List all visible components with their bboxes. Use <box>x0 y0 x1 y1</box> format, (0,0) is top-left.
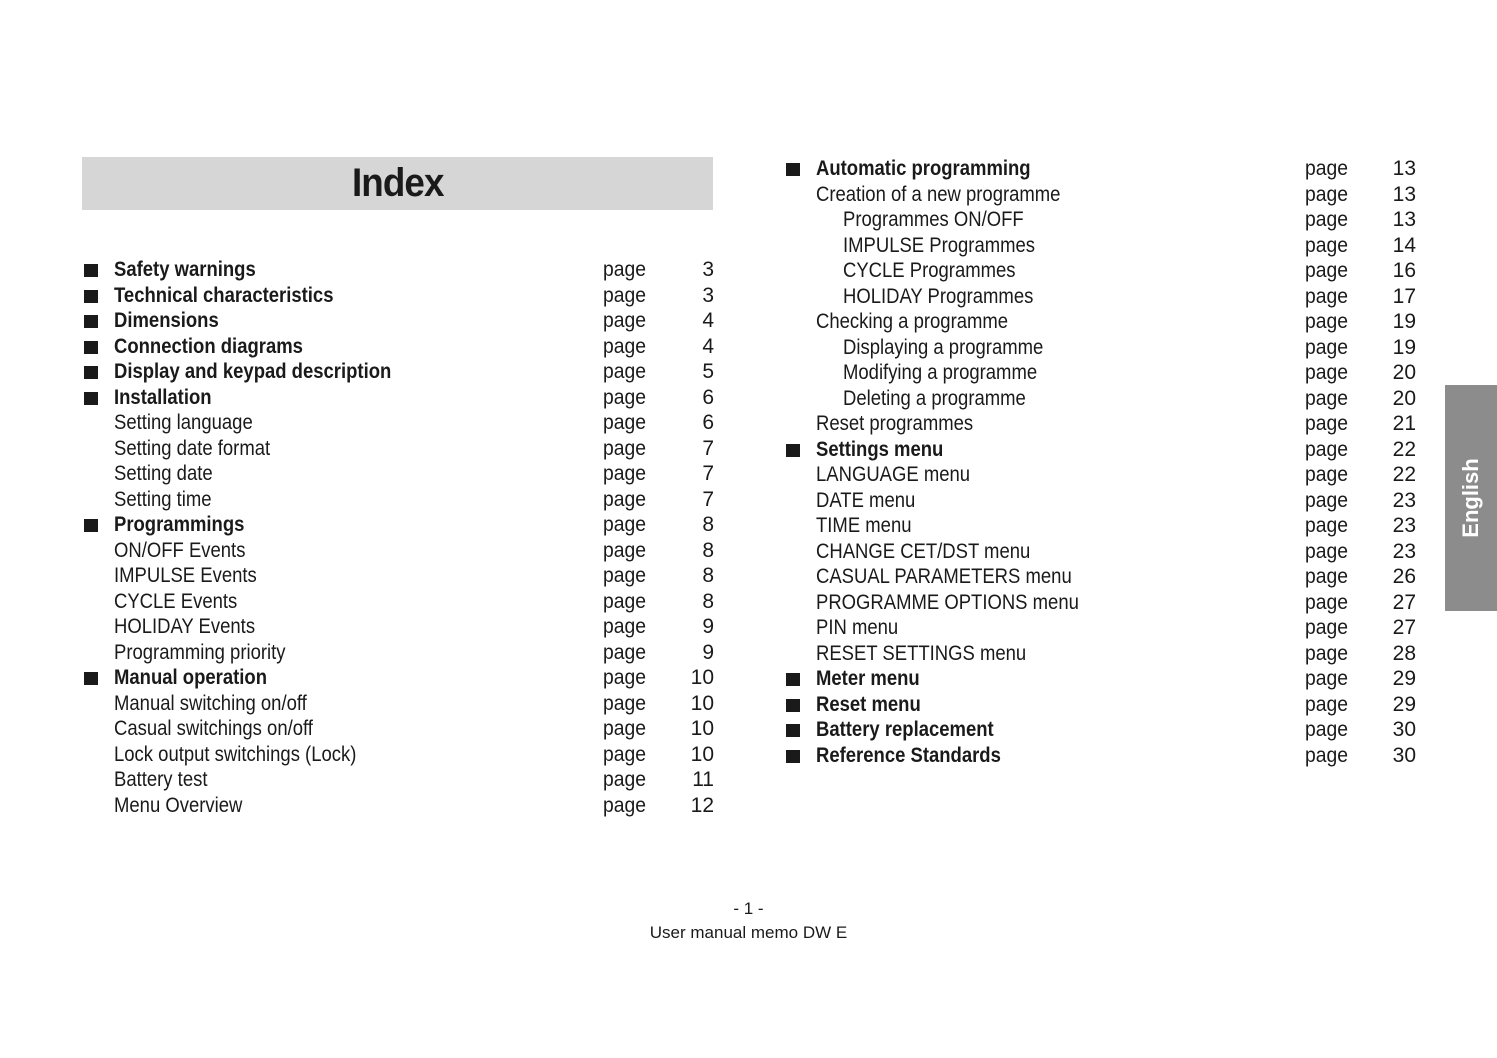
toc-entry[interactable] <box>784 539 1416 565</box>
toc-entry-page-word: page <box>603 666 646 689</box>
toc-entry-page-word: page <box>1305 616 1348 639</box>
toc-entry[interactable] <box>784 666 1416 692</box>
toc-entry-page-number: 27 <box>1392 590 1416 614</box>
toc-entry-label: Installation <box>114 385 212 409</box>
square-bullet-icon <box>84 366 98 379</box>
toc-entry-page-word: page <box>603 258 646 281</box>
toc-entry[interactable] <box>784 615 1416 641</box>
toc-entry-label: Technical characteristics <box>114 283 334 307</box>
toc-entry[interactable] <box>784 386 1416 412</box>
toc-entry-page-word: page <box>1305 692 1348 716</box>
toc-entry-page-number: 16 <box>1392 259 1416 282</box>
toc-entry-page-number: 19 <box>1392 335 1416 359</box>
square-bullet-icon <box>786 444 800 457</box>
toc-entry-page-number: 29 <box>1392 692 1416 716</box>
toc-entry-label: Setting date <box>114 462 213 485</box>
toc-entry-label: Connection diagrams <box>114 334 303 358</box>
toc-entry-label: RESET SETTINGS menu <box>816 641 1027 665</box>
toc-entry[interactable] <box>784 692 1416 718</box>
toc-entry-page-number: 14 <box>1392 233 1416 257</box>
toc-entry-label: PIN menu <box>816 616 899 639</box>
toc-entry-page-word: page <box>603 691 646 715</box>
toc-entry[interactable] <box>82 257 714 283</box>
toc-entry-label: Casual switchings on/off <box>114 717 313 740</box>
toc-entry-page-number: 30 <box>1392 743 1416 767</box>
toc-entry-page-word: page <box>603 436 646 460</box>
toc-entry-page-number: 13 <box>1392 182 1416 206</box>
toc-entry-label: Display and keypad description <box>114 360 392 383</box>
toc-entry-page-word: page <box>1305 208 1348 231</box>
toc-entry-label: Safety warnings <box>114 258 256 281</box>
square-bullet-icon <box>84 672 98 685</box>
toc-entry-label: Reset programmes <box>816 412 974 435</box>
toc-entry-page-number: 5 <box>702 360 714 383</box>
toc-entry-page-number: 13 <box>1392 208 1416 231</box>
toc-entry[interactable] <box>784 462 1416 488</box>
toc-entry-page-number: 4 <box>702 334 714 358</box>
square-bullet-icon <box>84 341 98 354</box>
toc-entry-label: Setting date format <box>114 436 271 460</box>
toc-entry-page-word: page <box>1305 488 1348 512</box>
toc-entry-label: Menu Overview <box>114 793 243 817</box>
toc-entry[interactable] <box>784 309 1416 335</box>
toc-entry-page-word: page <box>603 283 646 307</box>
toc-entry-page-word: page <box>1305 182 1348 206</box>
toc-entry-label: DATE menu <box>816 488 916 512</box>
toc-entry-page-number: 3 <box>702 283 714 307</box>
toc-entry-page-word: page <box>603 360 646 383</box>
toc-left-column <box>82 257 714 818</box>
language-tab-label: English <box>1458 458 1483 538</box>
toc-entry-page-number: 6 <box>702 385 714 409</box>
toc-entry-page-word: page <box>1305 667 1348 690</box>
toc-entry[interactable] <box>82 691 714 717</box>
toc-entry[interactable] <box>82 767 714 793</box>
toc-entry-page-word: page <box>603 513 646 536</box>
toc-entry-page-number: 10 <box>690 691 714 715</box>
square-bullet-icon <box>786 724 800 737</box>
toc-entry[interactable] <box>82 461 714 487</box>
toc-entry[interactable] <box>82 538 714 564</box>
toc-entry-page-word: page <box>1305 157 1348 180</box>
toc-entry-page-word: page <box>1305 259 1348 282</box>
toc-entry[interactable] <box>82 665 714 691</box>
toc-entry-page-word: page <box>1305 641 1348 665</box>
toc-entry-label: Settings menu <box>816 437 944 461</box>
toc-right-column <box>784 156 1416 768</box>
toc-entry-page-number: 23 <box>1392 488 1416 512</box>
toc-entry-label: IMPULSE Events <box>114 564 257 587</box>
toc-entry-page-word: page <box>603 742 646 766</box>
toc-entry-label: Meter menu <box>816 667 920 690</box>
footer-page-number: - 1 - <box>733 899 764 918</box>
square-bullet-icon <box>84 392 98 405</box>
toc-entry[interactable] <box>784 513 1416 539</box>
square-bullet-icon <box>84 519 98 532</box>
toc-entry-label: Reset menu <box>816 692 921 716</box>
toc-entry-page-number: 8 <box>702 589 714 613</box>
toc-entry-page-word: page <box>1305 361 1348 384</box>
toc-entry[interactable] <box>82 487 714 513</box>
square-bullet-icon <box>786 750 800 763</box>
square-bullet-icon <box>786 673 800 686</box>
toc-entry-page-number: 7 <box>702 436 714 460</box>
toc-entry-page-word: page <box>603 768 646 791</box>
footer-document-name: User manual memo DW E <box>649 923 848 942</box>
toc-entry-label: CYCLE Programmes <box>843 259 1016 282</box>
toc-entry-page-word: page <box>1305 463 1348 486</box>
page-title: Index <box>351 161 444 205</box>
toc-entry[interactable] <box>82 436 714 462</box>
toc-entry-page-number: 13 <box>1392 157 1416 180</box>
toc-entry[interactable] <box>784 233 1416 259</box>
toc-entry[interactable] <box>82 334 714 360</box>
toc-entry[interactable] <box>784 411 1416 437</box>
toc-entry-label: LANGUAGE menu <box>816 463 971 486</box>
toc-entry-page-word: page <box>1305 335 1348 359</box>
toc-entry-page-word: page <box>603 487 646 511</box>
toc-entry-page-number: 8 <box>702 538 714 562</box>
toc-entry-page-number: 6 <box>702 411 714 434</box>
toc-entry-label: HOLIDAY Events <box>114 615 256 638</box>
toc-entry[interactable] <box>784 156 1416 182</box>
toc-entry-label: Programming priority <box>114 640 286 664</box>
toc-entry[interactable] <box>784 717 1416 743</box>
toc-entry-page-word: page <box>1305 437 1348 461</box>
toc-entry-label: Deleting a programme <box>843 386 1026 410</box>
toc-entry-label: Battery test <box>114 768 208 791</box>
toc-entry-label: HOLIDAY Programmes <box>843 284 1034 308</box>
toc-entry-page-number: 27 <box>1392 616 1416 639</box>
toc-entry-label: Setting language <box>114 411 253 434</box>
toc-entry-label: ON/OFF Events <box>114 538 246 562</box>
toc-entry-page-word: page <box>1305 233 1348 257</box>
toc-entry[interactable] <box>784 641 1416 667</box>
toc-entry-page-number: 10 <box>690 666 714 689</box>
toc-entry[interactable] <box>784 564 1416 590</box>
toc-entry-page-number: 9 <box>702 615 714 638</box>
toc-entry-page-word: page <box>1305 718 1348 741</box>
toc-entry[interactable] <box>82 359 714 385</box>
toc-entry-page-number: 22 <box>1392 437 1416 461</box>
toc-entry-page-word: page <box>1305 590 1348 614</box>
toc-entry[interactable] <box>82 283 714 309</box>
toc-entry-label: IMPULSE Programmes <box>843 233 1036 257</box>
toc-entry-page-word: page <box>603 411 646 434</box>
toc-entry-label: Creation of a new programme <box>816 182 1061 206</box>
toc-entry-page-word: page <box>603 309 646 332</box>
toc-entry-page-word: page <box>603 334 646 358</box>
toc-entry-page-number: 26 <box>1392 565 1416 588</box>
toc-entry[interactable] <box>82 410 714 436</box>
toc-entry-label: Manual operation <box>114 666 267 689</box>
toc-entry-label: Manual switching on/off <box>114 691 307 715</box>
toc-entry-page-number: 8 <box>702 513 714 536</box>
toc-entry[interactable] <box>82 563 714 589</box>
toc-entry-page-word: page <box>1305 743 1348 767</box>
toc-entry[interactable] <box>82 640 714 666</box>
toc-entry-page-number: 3 <box>702 258 714 281</box>
square-bullet-icon <box>786 163 800 176</box>
toc-entry-page-number: 22 <box>1392 463 1416 486</box>
toc-entry-page-word: page <box>1305 284 1348 308</box>
language-tab <box>1445 385 1497 611</box>
toc-entry-page-number: 8 <box>702 564 714 587</box>
toc-entry-label: Programmings <box>114 513 245 536</box>
toc-entry[interactable] <box>784 258 1416 284</box>
toc-entry-page-word: page <box>1305 539 1348 563</box>
toc-entry-page-number: 12 <box>690 793 714 817</box>
toc-entry[interactable] <box>82 793 714 819</box>
toc-entry-page-word: page <box>603 717 646 740</box>
toc-entry[interactable] <box>784 335 1416 361</box>
toc-entry-page-word: page <box>603 615 646 638</box>
toc-entry-label: Reference Standards <box>816 743 1001 767</box>
toc-entry[interactable] <box>784 743 1416 769</box>
toc-entry-page-number: 19 <box>1392 310 1416 333</box>
toc-entry-label: CASUAL PARAMETERS menu <box>816 565 1072 588</box>
toc-entry[interactable] <box>82 614 714 640</box>
toc-entry-label: TIME menu <box>816 514 912 537</box>
toc-entry-page-word: page <box>603 385 646 409</box>
toc-entry-label: CHANGE CET/DST menu <box>816 539 1031 563</box>
toc-entry[interactable] <box>784 360 1416 386</box>
index-title-bar <box>82 157 713 210</box>
toc-entry-label: PROGRAMME OPTIONS menu <box>816 590 1079 614</box>
toc-entry-page-number: 21 <box>1392 412 1416 435</box>
square-bullet-icon <box>84 264 98 277</box>
square-bullet-icon <box>786 699 800 712</box>
toc-entry[interactable] <box>82 385 714 411</box>
toc-entry-page-number: 9 <box>702 640 714 664</box>
toc-entry-label: Automatic programming <box>816 157 1031 180</box>
toc-entry-page-word: page <box>603 564 646 587</box>
toc-entry-page-number: 11 <box>692 768 714 791</box>
toc-entry[interactable] <box>784 284 1416 310</box>
toc-entry[interactable] <box>82 512 714 538</box>
toc-entry-label: Modifying a programme <box>843 361 1038 384</box>
toc-entry-page-word: page <box>603 589 646 613</box>
toc-entry-page-number: 7 <box>702 487 714 511</box>
toc-entry[interactable] <box>784 437 1416 463</box>
toc-entry-page-word: page <box>603 462 646 485</box>
toc-entry-page-number: 20 <box>1392 386 1416 410</box>
toc-entry-label: Programmes ON/OFF <box>843 208 1024 231</box>
square-bullet-icon <box>84 315 98 328</box>
toc-entry[interactable] <box>82 742 714 768</box>
toc-entry-page-number: 10 <box>690 742 714 766</box>
toc-entry-page-word: page <box>1305 386 1348 410</box>
toc-entry-page-word: page <box>603 538 646 562</box>
toc-entry-label: Lock output switchings (Lock) <box>114 742 357 766</box>
square-bullet-icon <box>84 290 98 303</box>
toc-entry[interactable] <box>784 207 1416 233</box>
toc-entry-label: Dimensions <box>114 309 219 332</box>
toc-entry-label: Checking a programme <box>816 310 1009 333</box>
toc-entry-label: Battery replacement <box>816 718 994 741</box>
toc-entry-page-word: page <box>1305 514 1348 537</box>
toc-entry[interactable] <box>784 488 1416 514</box>
toc-entry-page-number: 28 <box>1392 641 1416 665</box>
toc-entry-page-number: 29 <box>1392 667 1416 690</box>
toc-entry[interactable] <box>82 716 714 742</box>
toc-entry-page-word: page <box>603 793 646 817</box>
toc-entry-page-word: page <box>603 640 646 664</box>
toc-entry-label: Displaying a programme <box>843 335 1044 359</box>
toc-entry-page-number: 23 <box>1392 539 1416 563</box>
toc-entry-page-word: page <box>1305 310 1348 333</box>
toc-entry-page-number: 23 <box>1392 514 1416 537</box>
toc-entry-page-number: 7 <box>702 462 714 485</box>
toc-entry[interactable] <box>784 182 1416 208</box>
toc-entry-page-number: 10 <box>690 717 714 740</box>
toc-entry[interactable] <box>82 308 714 334</box>
toc-entry-label: Setting time <box>114 487 212 511</box>
toc-entry[interactable] <box>784 590 1416 616</box>
toc-entry-page-number: 20 <box>1392 361 1416 384</box>
toc-entry-page-word: page <box>1305 412 1348 435</box>
toc-entry-page-number: 17 <box>1392 284 1416 308</box>
toc-entry-label: CYCLE Events <box>114 589 238 613</box>
toc-entry-page-word: page <box>1305 565 1348 588</box>
toc-entry-page-number: 4 <box>702 309 714 332</box>
toc-entry-page-number: 30 <box>1392 718 1416 741</box>
toc-entry[interactable] <box>82 589 714 615</box>
